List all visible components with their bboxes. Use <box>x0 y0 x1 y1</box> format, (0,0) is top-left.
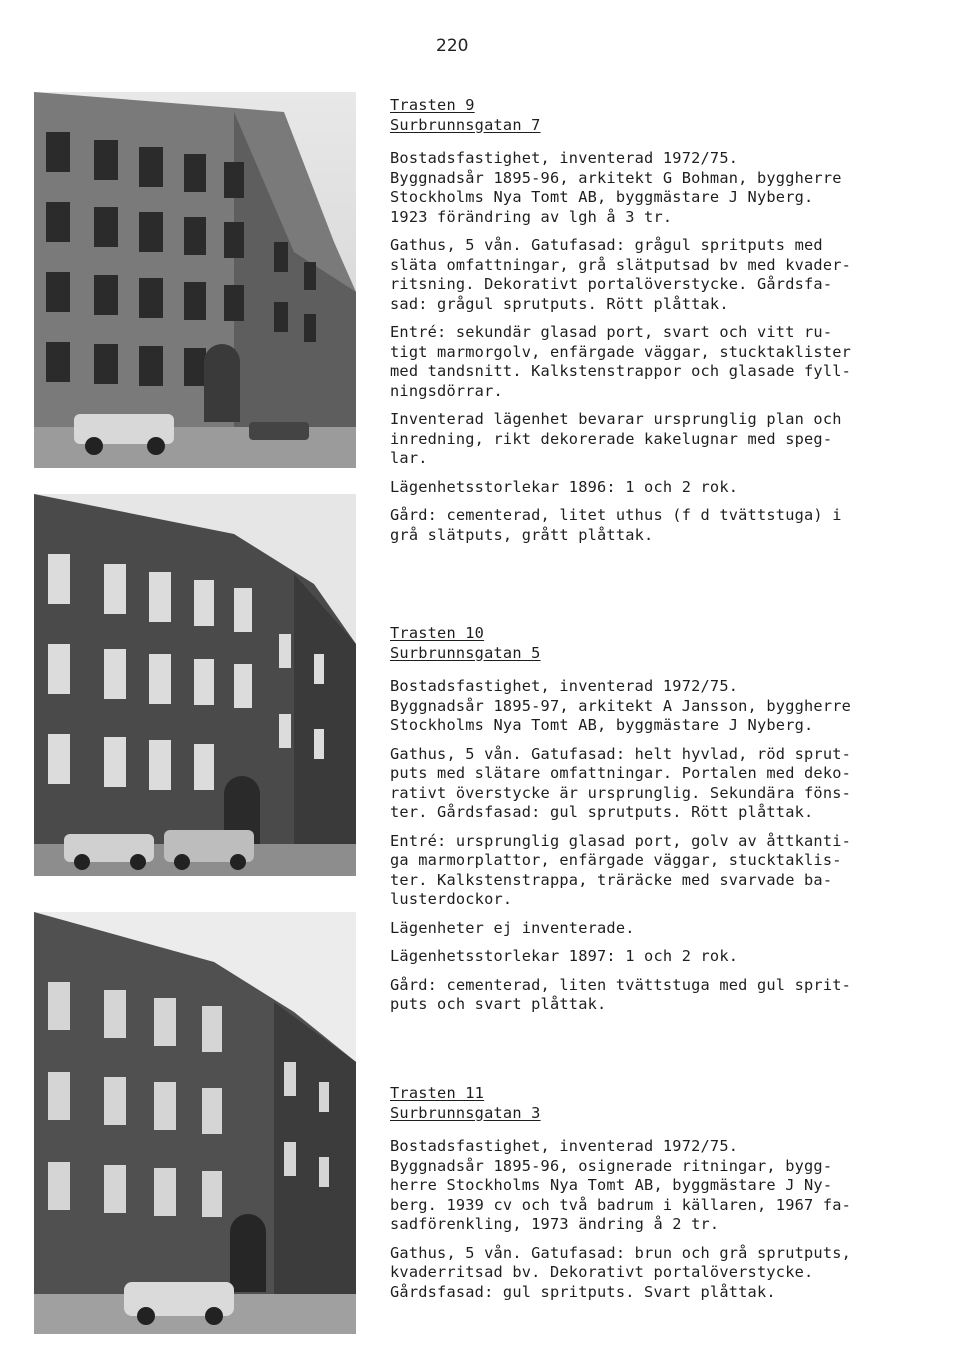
entry-street: Surbrunnsgatan 7 <box>390 115 541 134</box>
entry-paragraph: Lägenhetsstorlekar 1896: 1 och 2 rok. <box>390 477 739 496</box>
entry-trasten-10 <box>390 624 882 1024</box>
entry-paragraph: Lägenhetsstorlekar 1897: 1 och 2 rok. <box>390 947 739 965</box>
photo-trasten-11 <box>34 912 356 1334</box>
entry-paragraph: Gård: cementerad, litet uthus (f d tvättstuga) i grå slätputs, grått plåttak. <box>390 506 842 544</box>
entry-paragraph: Inventerad lägenhet bevarar ursprunglig plan och inredning, rikt dekorerade kakelugnar med speg- lar. <box>390 410 842 467</box>
entry-street: Surbrunnsgatan 5 <box>390 643 541 662</box>
entry-paragraph: Entré: sekundär glasad port, svart och vitt ru- tigt marmorgolv, enfärgade väggar, stucktaklister med tandsnitt. Kalkstenstrappor och glasade fyll- ningsdörrar. <box>390 323 852 400</box>
entry-paragraph: Gård: cementerad, liten tvättstuga med gul sprit- puts och svart plåttak. <box>390 975 852 1013</box>
entry-paragraph: Entré: ursprunglig glasad port, golv av åttkanti- ga marmorplattor, enfärgade väggar, stucktaklis- ter. Kalkstenstrappa, träräcke med svarvade ba- lusterdockor. <box>390 831 852 908</box>
entry-paragraph: Bostadsfastighet, inventerad 1972/75. Byggnadsår 1895-96, arkitekt G Bohman, byggherre Stockholms Nya Tomt AB, byggmästare J Nyberg. 1923 förändring av lgh å 3 tr. <box>390 149 842 226</box>
entry-paragraph: Gathus, 5 vån. Gatufasad: grågul spritputs med släta omfattningar, grå slätputsad bv med kvader- ritsning. Dekorativt portalöverstycke. Gårdsfa- sad: grågul sprutputs. Rött plåttak. <box>390 236 852 313</box>
entry-paragraph: Bostadsfastighet, inventerad 1972/75. Byggnadsår 1895-97, arkitekt A Jansson, byggherre Stockholms Nya Tomt AB, byggmästare J Nyberg. <box>390 677 852 734</box>
entry-title: Trasten 11 <box>390 1084 485 1102</box>
entry-trasten-11 <box>390 1084 882 1311</box>
entry-trasten-9 <box>390 96 882 554</box>
page-number: 220 <box>436 36 469 56</box>
photo-trasten-9 <box>34 92 356 468</box>
entry-paragraph: Bostadsfastighet, inventerad 1972/75. Byggnadsår 1895-96, osignerade ritningar, bygg- herre Stockholms Nya Tomt AB, byggmästare J Ny- berg. 1939 cv och två badrum i källaren, 1967 fa- sadförenkling, 1973 ändring å 2 tr. <box>390 1137 852 1233</box>
entry-title: Trasten 9 <box>390 96 475 114</box>
entry-street: Surbrunnsgatan 3 <box>390 1103 541 1122</box>
photo-trasten-10 <box>34 494 356 876</box>
entry-paragraph: Gathus, 5 vån. Gatufasad: brun och grå sprutputs, kvaderritsad bv. Dekorativt portalöverstycke. Gårdsfasad: gul spritputs. Svart plåttak. <box>390 1243 852 1301</box>
entry-title: Trasten 10 <box>390 624 485 642</box>
entry-paragraph: Gathus, 5 vån. Gatufasad: helt hyvlad, röd sprut- puts med slätare omfattningar. Portalen med deko- rativt överstycke är ursprunglig. Sekundära föns- ter. Gårdsfasad: gul sprutputs. Rött plåttak. <box>390 744 852 821</box>
entry-paragraph: Lägenheter ej inventerade. <box>390 918 635 937</box>
